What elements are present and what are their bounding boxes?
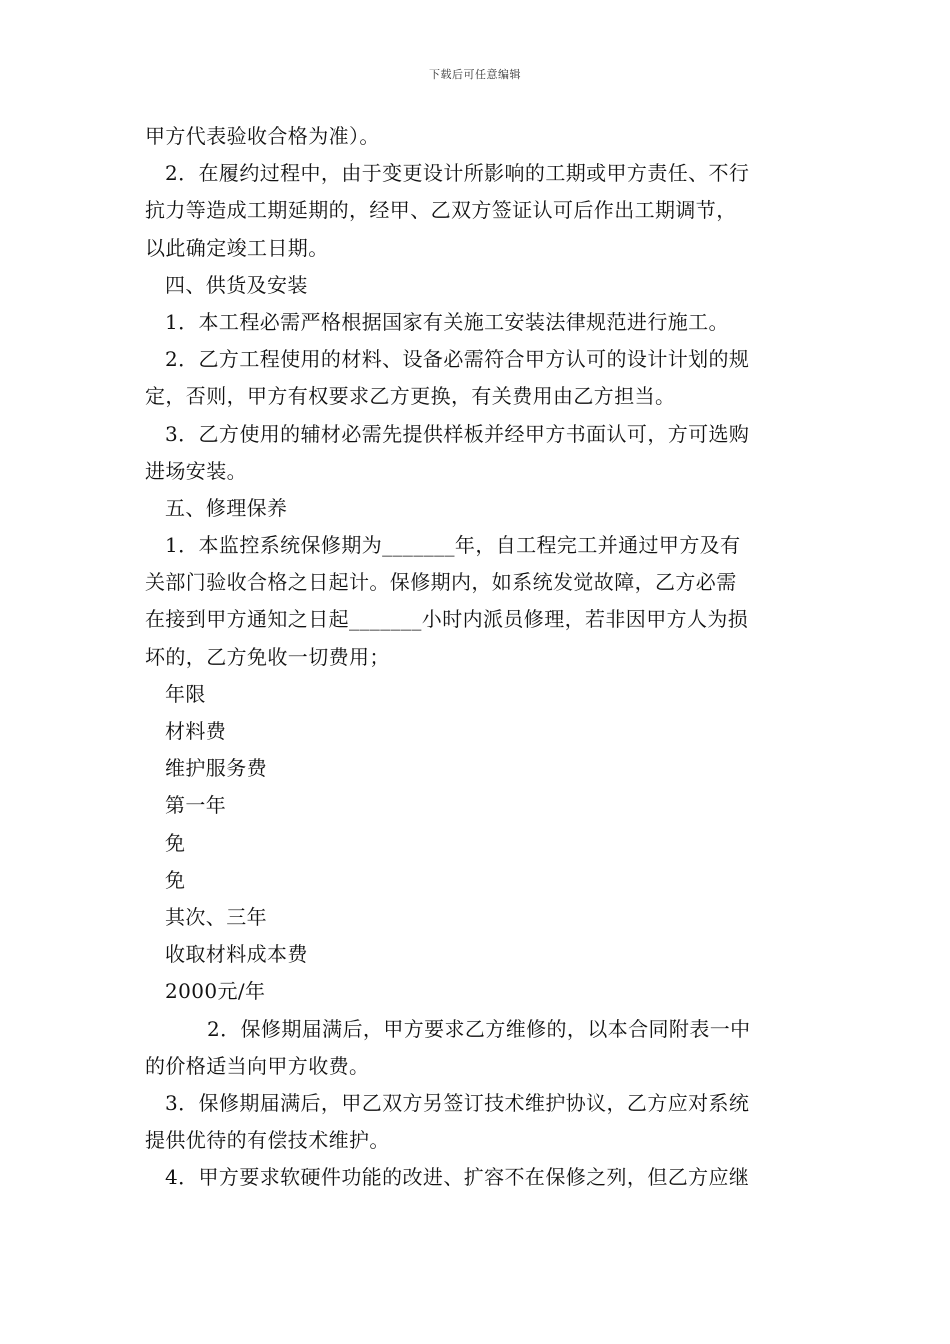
page-header: 下载后可任意编辑 bbox=[429, 68, 521, 81]
table-cell: 2000元/年 bbox=[165, 979, 266, 1004]
text-line: 1．本工程必需严格根据国家有关施工安装法律规范进行施工。 bbox=[165, 309, 729, 334]
table-cell: 收取材料成本费 bbox=[165, 942, 308, 967]
text-line: 以此确定竣工日期。 bbox=[145, 235, 329, 260]
text-line: 2．乙方工程使用的材料、设备必需符合甲方认可的设计计划的规 bbox=[165, 347, 750, 372]
text-line: 提供优待的有偿技术维护。 bbox=[145, 1128, 390, 1153]
table-cell: 第一年 bbox=[165, 793, 227, 818]
table-cell: 免 bbox=[165, 867, 186, 892]
table-cell: 维护服务费 bbox=[165, 756, 267, 781]
section-heading: 四、供货及安装 bbox=[165, 272, 308, 297]
text-line: 1．本监控系统保修期为_______年，自工程完工并通过甲方及有 bbox=[165, 533, 741, 558]
table-cell: 材料费 bbox=[165, 719, 227, 743]
document-body bbox=[145, 118, 810, 1196]
text-line: 2．保修期届满后，甲方要求乙方维修的，以本合同附表一中 bbox=[207, 1016, 751, 1041]
text-line: 甲方代表验收合格为准）。 bbox=[145, 124, 380, 148]
section-heading: 五、修理保养 bbox=[165, 495, 288, 520]
table-cell: 年限 bbox=[165, 681, 206, 706]
text-line: 3．乙方使用的辅材必需先提供样板并经甲方书面认可，方可选购 bbox=[165, 421, 750, 446]
text-line: 2．在履约过程中，由于变更设计所影响的工期或甲方责任、不行 bbox=[165, 161, 750, 186]
table-cell: 其次、三年 bbox=[165, 904, 267, 929]
text-line: 4．甲方要求软硬件功能的改进、扩容不在保修之列，但乙方应继 bbox=[165, 1165, 750, 1190]
text-line: 抗力等造成工期延期的，经甲、乙双方签证认可后作出工期调节， bbox=[145, 198, 737, 223]
text-line: 3．保修期届满后，甲乙双方另签订技术维护协议，乙方应对系统 bbox=[165, 1090, 750, 1115]
text-line: 定，否则，甲方有权要求乙方更换，有关费用由乙方担当。 bbox=[145, 384, 676, 409]
text-line: 关部门验收合格之日起计。保修期内，如系统发觉故障，乙方必需 bbox=[145, 570, 737, 595]
text-line: 的价格适当向甲方收费。 bbox=[145, 1053, 370, 1078]
text-line: 坏的，乙方免收一切费用； bbox=[145, 644, 390, 669]
text-line: 进场安装。 bbox=[145, 458, 247, 483]
table-cell: 免 bbox=[165, 830, 186, 855]
text-line: 在接到甲方通知之日起_______小时内派员修理，若非因甲方人为损 bbox=[145, 607, 749, 632]
